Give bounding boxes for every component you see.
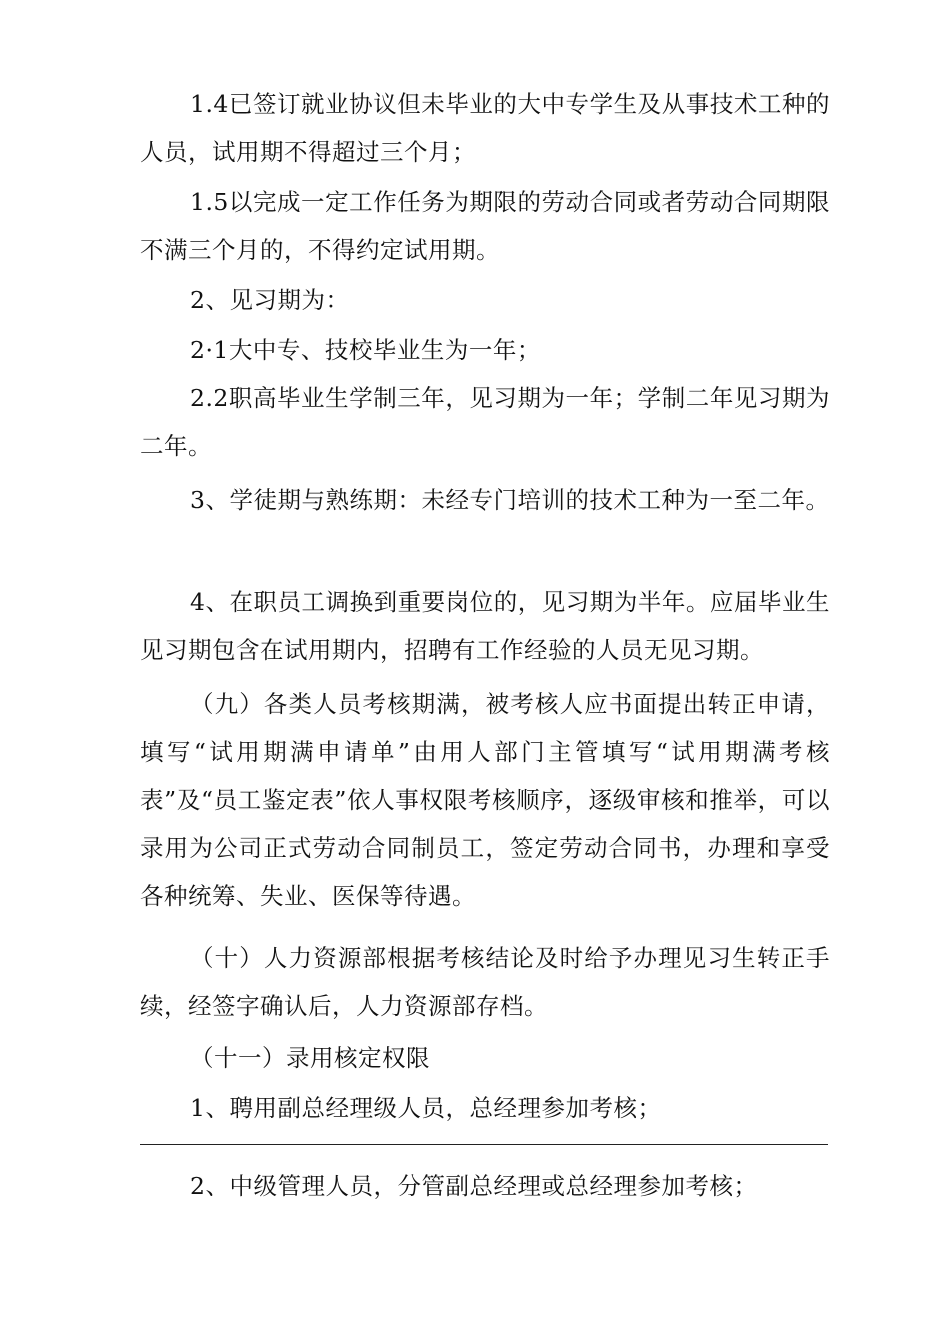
- page-divider: [140, 1144, 828, 1145]
- paragraph-1-5: 1.5以完成一定工作任务为期限的劳动合同或者劳动合同期限不满三个月的，不得约定试用期。: [140, 188, 830, 264]
- paragraph-11-1: 1、聘用副总经理级人员，总经理参加考核；: [190, 1094, 662, 1122]
- paragraph-9: （九）各类人员考核期满，被考核人应书面提出转正申请，填写“试用期满申请单”由用人部门主管填写“试用期满考核表”及“员工鉴定表”依人事权限考核顺序，逐级审核和推举，可以录用为公司正式劳动合同制员工，签定劳动合同书，办理和享受各种统筹、失业、医保等待遇。: [140, 690, 830, 910]
- paragraph-4: 4、在职员工调换到重要岗位的，见习期为半年。应届毕业生见习期包含在试用期内，招聘有工作经验的人员无见习期。: [140, 588, 830, 664]
- paragraph-1-4: 1.4已签订就业协议但未毕业的大中专学生及从事技术工种的人员，试用期不得超过三个月；: [140, 90, 830, 166]
- paragraph-11-2: 2、中级管理人员，分管副总经理或总经理参加考核；: [190, 1172, 758, 1200]
- paragraph-3: 3、学徒期与熟练期：未经专门培训的技术工种为一至二年。: [190, 486, 830, 514]
- paragraph-2-heading: 2、见习期为：: [190, 286, 350, 314]
- paragraph-11-heading: （十一）录用核定权限: [190, 1044, 430, 1072]
- paragraph-2-1: 2·1大中专、技校毕业生为一年；: [190, 336, 541, 364]
- paragraph-2-2: 2.2职高毕业生学制三年，见习期为一年；学制二年见习期为二年。: [140, 384, 830, 460]
- paragraph-10: （十）人力资源部根据考核结论及时给予办理见习生转正手续，经签字确认后，人力资源部存档。: [140, 944, 830, 1020]
